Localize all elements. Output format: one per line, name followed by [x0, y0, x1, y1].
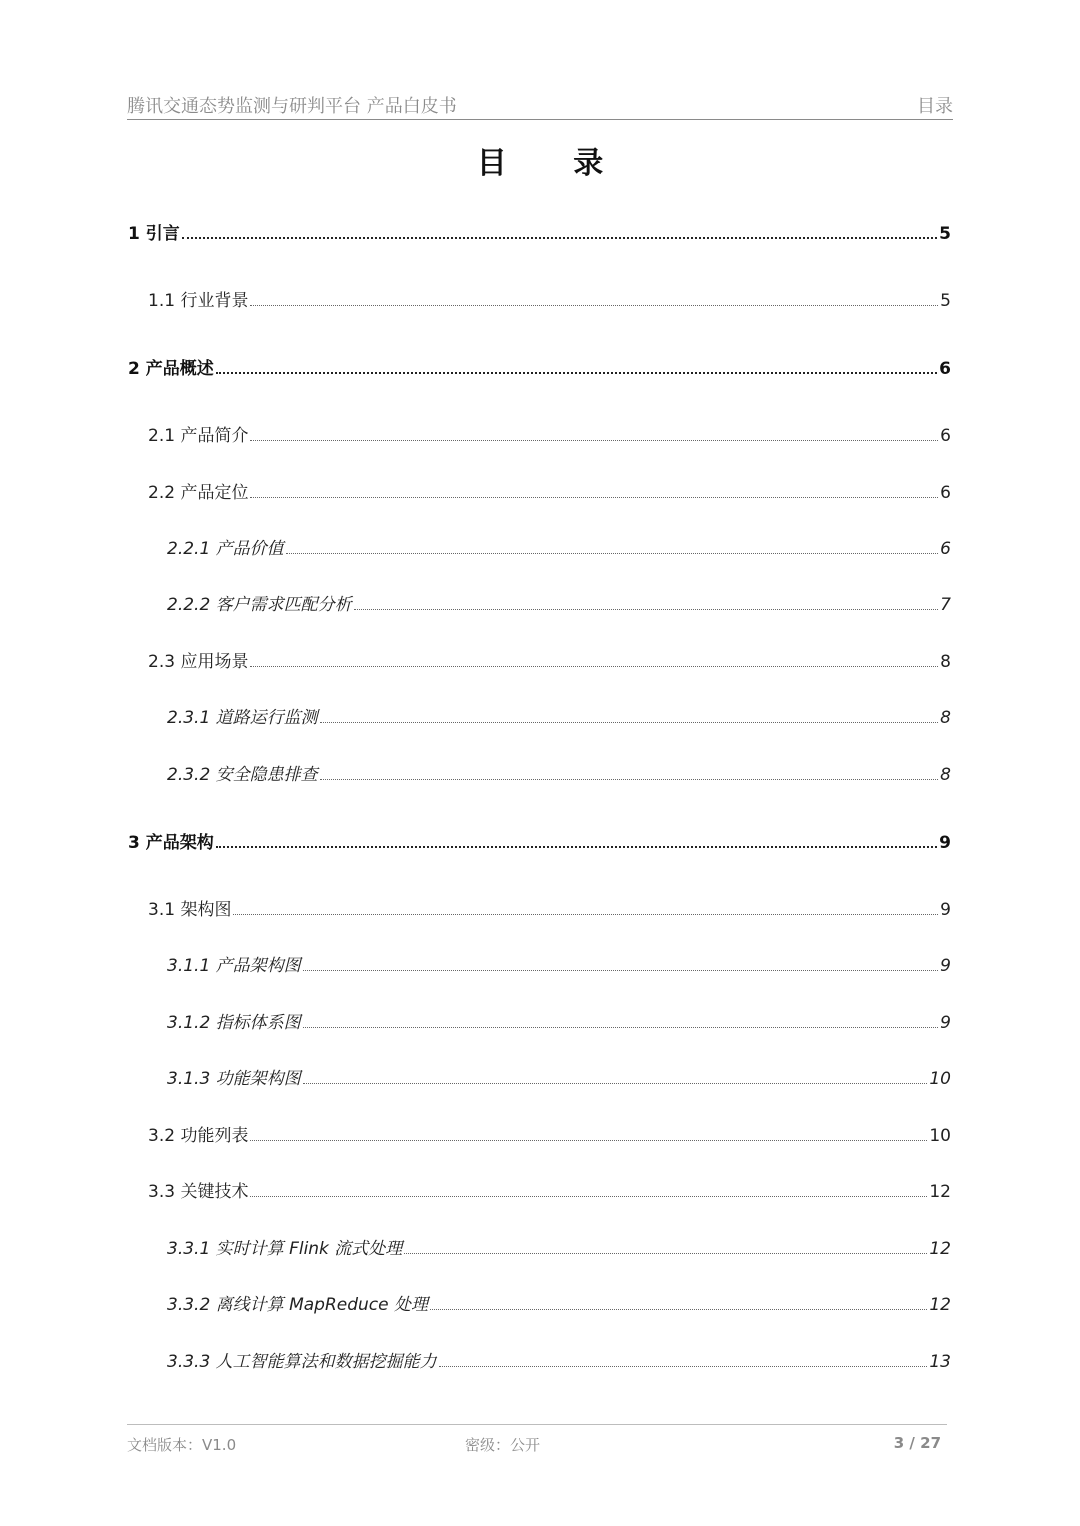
- toc-entry-label: 2.3 应用场景: [148, 652, 249, 672]
- toc-entry-label: 2.2.1 产品价值: [167, 539, 284, 559]
- toc-entry-label: 2.3.1 道路运行监测: [167, 708, 318, 728]
- toc-leader-dots: [404, 1253, 927, 1254]
- toc-entry-3-2[interactable]: [148, 1122, 951, 1146]
- toc-entry-label: 2 产品概述: [128, 359, 214, 379]
- header-section-label: 目录: [917, 96, 953, 117]
- toc-entry-page: 13: [929, 1352, 951, 1372]
- toc-entry-page: 8: [940, 652, 951, 672]
- toc-leader-dots: [182, 237, 937, 239]
- toc-leader-dots: [303, 1083, 928, 1084]
- toc-entry-label: 2.2 产品定位: [148, 483, 249, 503]
- toc-entry-3[interactable]: [128, 829, 951, 853]
- toc-entry-page: 8: [940, 708, 951, 728]
- page-footer: [127, 1424, 947, 1461]
- toc-leader-dots: [250, 497, 938, 498]
- toc-entry-1-1[interactable]: [148, 287, 951, 311]
- toc-leader-dots: [303, 970, 939, 971]
- toc-entry-page: 9: [940, 1013, 951, 1033]
- toc-entry-label: 3.2 功能列表: [148, 1126, 249, 1146]
- toc-entry-label: 2.2.2 客户需求匹配分析: [167, 595, 352, 615]
- toc-entry-3-3-3[interactable]: [167, 1348, 951, 1372]
- toc-entry-3-1-1[interactable]: [167, 952, 951, 976]
- toc-entry-3-3-2[interactable]: [167, 1291, 951, 1315]
- toc-entry-page: 12: [929, 1239, 951, 1259]
- toc-leader-dots: [250, 666, 938, 667]
- toc-entry-page: 12: [929, 1182, 951, 1202]
- toc-entry-label: 3.3.2 离线计算 MapReduce 处理: [167, 1295, 428, 1315]
- toc-entry-page: 10: [929, 1069, 951, 1089]
- toc-leader-dots: [354, 609, 939, 610]
- toc-leader-dots: [216, 846, 937, 848]
- security-classification: 密级：公开: [465, 1436, 541, 1454]
- toc-leader-dots: [233, 914, 938, 915]
- toc-entry-page: 12: [929, 1295, 951, 1315]
- toc-entry-page: 10: [929, 1126, 951, 1146]
- toc-leader-dots: [439, 1366, 928, 1367]
- toc-entry-label: 3.3 关键技术: [148, 1182, 249, 1202]
- toc-leader-dots: [320, 779, 939, 780]
- toc-entry-label: 2.3.2 安全隐患排查: [167, 765, 318, 785]
- toc-entry-page: 9: [940, 956, 951, 976]
- toc-leader-dots: [216, 372, 937, 374]
- toc-entry-2-1[interactable]: [148, 422, 951, 446]
- header-document-title: 腾讯交通态势监测与研判平台 产品白皮书: [127, 96, 457, 117]
- toc-entry-page: 5: [939, 224, 951, 244]
- toc-entry-3-3-1[interactable]: [167, 1235, 951, 1259]
- toc-entry-page: 5: [940, 291, 951, 311]
- page-header: [127, 92, 953, 120]
- toc-entry-label: 3.3.1 实时计算 Flink 流式处理: [167, 1239, 403, 1259]
- toc-entry-label: 1.1 行业背景: [148, 291, 249, 311]
- toc-entry-2-3-1[interactable]: [167, 704, 951, 728]
- toc-entry-label: 3.1.3 功能架构图: [167, 1069, 301, 1089]
- toc-entry-2-3-2[interactable]: [167, 761, 951, 785]
- toc-entry-label: 3.1.2 指标体系图: [167, 1013, 301, 1033]
- toc-title: 目 录: [476, 146, 632, 181]
- toc-entry-page: 7: [940, 595, 951, 615]
- toc-entry-label: 3.1.1 产品架构图: [167, 956, 301, 976]
- toc-entry-2[interactable]: [128, 355, 951, 379]
- toc-leader-dots: [286, 553, 939, 554]
- toc-entry-2-2-2[interactable]: [167, 591, 951, 615]
- toc-entry-page: 9: [940, 900, 951, 920]
- toc-leader-dots: [250, 1196, 927, 1197]
- toc-leader-dots: [250, 440, 938, 441]
- toc-entry-label: 3.1 架构图: [148, 900, 232, 920]
- toc-entry-2-2[interactable]: [148, 479, 951, 503]
- page-number: 3 / 27: [893, 1434, 941, 1452]
- toc-leader-dots: [320, 722, 939, 723]
- toc-leader-dots: [430, 1309, 927, 1310]
- toc-entry-page: 9: [939, 833, 951, 853]
- toc-leader-dots: [250, 1140, 927, 1141]
- toc-entry-2-3[interactable]: [148, 648, 951, 672]
- toc-entry-3-3[interactable]: [148, 1178, 951, 1202]
- toc-leader-dots: [303, 1027, 939, 1028]
- document-version: 文档版本：V1.0: [127, 1436, 237, 1454]
- toc-entry-label: 2.1 产品简介: [148, 426, 249, 446]
- toc-entry-3-1-2[interactable]: [167, 1009, 951, 1033]
- toc-entry-label: 3 产品架构: [128, 833, 214, 853]
- toc-entry-label: 1 引言: [128, 224, 180, 244]
- toc-entry-page: 6: [940, 426, 951, 446]
- toc-entry-3-1-3[interactable]: [167, 1065, 951, 1089]
- toc-entry-1[interactable]: [128, 220, 951, 244]
- toc-entry-3-1[interactable]: [148, 896, 951, 920]
- toc-entry-label: 3.3.3 人工智能算法和数据挖掘能力: [167, 1352, 437, 1372]
- toc-entry-page: 8: [940, 765, 951, 785]
- toc-entry-2-2-1[interactable]: [167, 535, 951, 559]
- toc-leader-dots: [250, 305, 938, 306]
- toc-entry-page: 6: [939, 359, 951, 379]
- toc-entry-page: 6: [940, 539, 951, 559]
- toc-entry-page: 6: [940, 483, 951, 503]
